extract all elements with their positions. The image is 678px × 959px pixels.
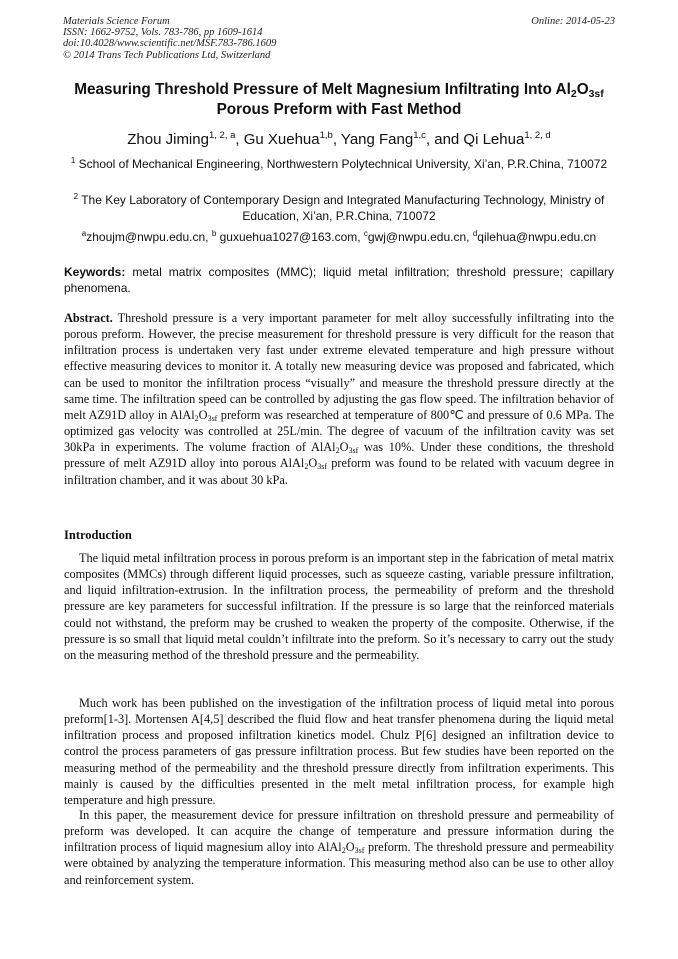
intro-paragraph-1: The liquid metal infiltration process in porous preform is an important step in the fabrication of metal matrix composites (MMCs) through different liquid processes, such as squeeze casting, variable pressure infiltration, and liquid infiltration-extrusion. In the infiltration process, the permeability of preform and the threshold pressure are key parameters for successful infiltration. If the pressure is so large that the reinforced materials could not withstand, the preform may be crushed to weaken the property of the composite. Otherwise, if the pressure is so small that liquid metal couldn’t infiltrate into the preform. So it’s necessary to carry out the study on the measuring method of the threshold pressure and the permeability.: [64, 551, 614, 662]
chem-sub: 2: [335, 446, 340, 456]
journal-header: [63, 16, 615, 61]
author-name: Zhou Jiming: [127, 131, 209, 148]
email-separator: ,: [466, 230, 473, 244]
paper-title: [58, 80, 620, 120]
keywords-label: Keywords:: [64, 265, 126, 279]
keywords: [64, 264, 614, 296]
intro-text: preform. The threshold pressure and permeability were obtained by analyzing the temperature information. This measuring method also can be use to other alloy and reinforcement system.: [64, 840, 614, 887]
abstract: [64, 310, 614, 488]
abstract-label: Abstract.: [64, 311, 113, 325]
email-separator: ,: [357, 230, 364, 244]
author-mark: 1,b: [319, 130, 333, 141]
email-list: [64, 229, 614, 245]
chem-al: Al: [292, 456, 305, 471]
email-separator: ,: [205, 230, 212, 244]
abstract-text: preform was researched at temperature of 800℃ and pressure of 0.6 MPa. The optimized gas velocity was controlled at 25L/min. The degree of vacuum of the infiltration cavity was set 30kPa in experiments. The volume fraction of Al: [64, 407, 614, 455]
email-mark: d: [472, 229, 478, 238]
author-separator: , and: [425, 131, 464, 148]
abstract-text: Threshold pressure is a very important parameter for melt alloy successfully infiltrating into the porous preform. However, the precise measurement for threshold pressure is very difficult for the reason that infiltration process is undertaken very fast under extreme elevated temperature and high pressure without effective measuring devices to monitor it. A totally new measuring device was proposed and fabricated, which can be used to monitor the infiltration process “visually” and measure the threshold pressure directly at the same time. The infiltration speed can be controlled by adjusting the gas flow speed. The infiltration behavior of melt AZ91D alloy in Al: [64, 311, 614, 422]
chem-sub: 2: [341, 846, 346, 856]
section-heading-introduction: Introduction: [64, 528, 132, 542]
author-mark: 1,c: [413, 130, 426, 141]
email-address: zhoujm@nwpu.edu.cn: [86, 230, 206, 244]
chem-o: O: [345, 840, 355, 855]
affiliation-text: The Key Laboratory of Contemporary Design and Integrated Manufacturing Technology, Ministry of Education, Xi’an, P.R.China, 710072: [81, 193, 605, 224]
copyright-line: © 2014 Trans Tech Publications Ltd, Switzerland: [63, 49, 271, 61]
affiliation-1: [64, 156, 614, 172]
chem-sub: 3sf: [348, 446, 359, 456]
chem-o: O: [308, 456, 318, 471]
email-mark: b: [211, 229, 217, 238]
author-mark: 1, 2, a: [208, 130, 236, 141]
chem-al: Al: [182, 407, 195, 422]
chem-sub: 2: [194, 413, 199, 423]
author-mark: 1, 2, d: [524, 130, 551, 141]
author-name: Qi Lehua: [463, 131, 525, 148]
chem-sub: 3sf: [207, 413, 218, 423]
author-name: Yang Fang: [340, 131, 414, 148]
chem-sub: 3sf: [354, 846, 365, 856]
intro-paragraph-2: Much work has been published on the investigation of the infiltration process of liquid metal into porous preform[1-3]. Mortensen A[4,5] described the fluid flow and heat transfer phenomena during the liquid metal infiltration process and proposed infiltration kinetics model. Chulz P[6] designed an infiltration device to control the process parameters of gas pressure infiltration process. But few studies have been reported on the measuring method of the permeability and the threshold pressure directly from infiltration experiments. This mainly is caused by the difficulties presented in the melt metal infiltration process, for example high temperature and high pressure.: [64, 696, 614, 807]
email-mark: a: [81, 229, 87, 238]
keywords-text: metal matrix composites (MMC); liquid metal infiltration; threshold pressure; capillary phenomena.: [64, 265, 614, 295]
title-part: Measuring Threshold Pressure of Melt Magnesium Infiltrating Into Al: [74, 81, 571, 98]
doi-line: doi:10.4028/www.scientific.net/MSF.783-786.1609: [63, 38, 277, 50]
email-mark: c: [363, 229, 368, 238]
author-separator: ,: [332, 131, 341, 148]
author-list: [58, 130, 620, 150]
author-name: Gu Xuehua: [243, 131, 320, 148]
journal-name: Materials Science Forum: [63, 16, 170, 27]
title-subscript: 2: [570, 88, 577, 100]
email-address: gwj@nwpu.edu.cn: [367, 230, 467, 244]
issn-line: ISSN: 1662-9752, Vols. 783-786, pp 1609-1614: [63, 27, 263, 39]
email-address: guxuehua1027@163.com: [216, 230, 358, 244]
chem-o: O: [198, 407, 208, 422]
intro-text: In this paper, the measurement device for pressure infiltration on threshold pressure and permeability of preform was developed. It can acquire the change of temperature and pressure information during the infiltration process of liquid magnesium alloy into Al: [64, 808, 614, 855]
chem-al: Al: [323, 440, 336, 455]
affiliation-text: School of Mechanical Engineering, Northwestern Polytechnical University, Xi’an, P.R.China, 710072: [78, 157, 608, 171]
title-part: O: [576, 81, 589, 98]
affiliation-mark: 2: [73, 192, 79, 201]
abstract-text: was 10%. Under these conditions, the threshold pressure of melt AZ91D alloy into porous Al: [64, 440, 614, 471]
author-separator: ,: [235, 131, 244, 148]
abstract-text: preform was found to be related with vacuum degree in infiltration chamber, and it was about 30 kPa.: [64, 456, 614, 487]
title-subscript: 3sf: [588, 88, 604, 100]
chem-sub: 2: [304, 462, 309, 472]
email-address: qilehua@nwpu.edu.cn: [477, 230, 597, 244]
affiliation-2: [64, 192, 614, 225]
chem-sub: 3sf: [317, 462, 328, 472]
online-date: Online: 2014-05-23: [531, 16, 615, 27]
intro-paragraph-3: [64, 807, 614, 888]
chem-al: Al: [329, 840, 342, 855]
chem-o: O: [339, 440, 349, 455]
affiliation-mark: 1: [70, 156, 76, 165]
title-part: Porous Preform with Fast Method: [216, 101, 462, 118]
